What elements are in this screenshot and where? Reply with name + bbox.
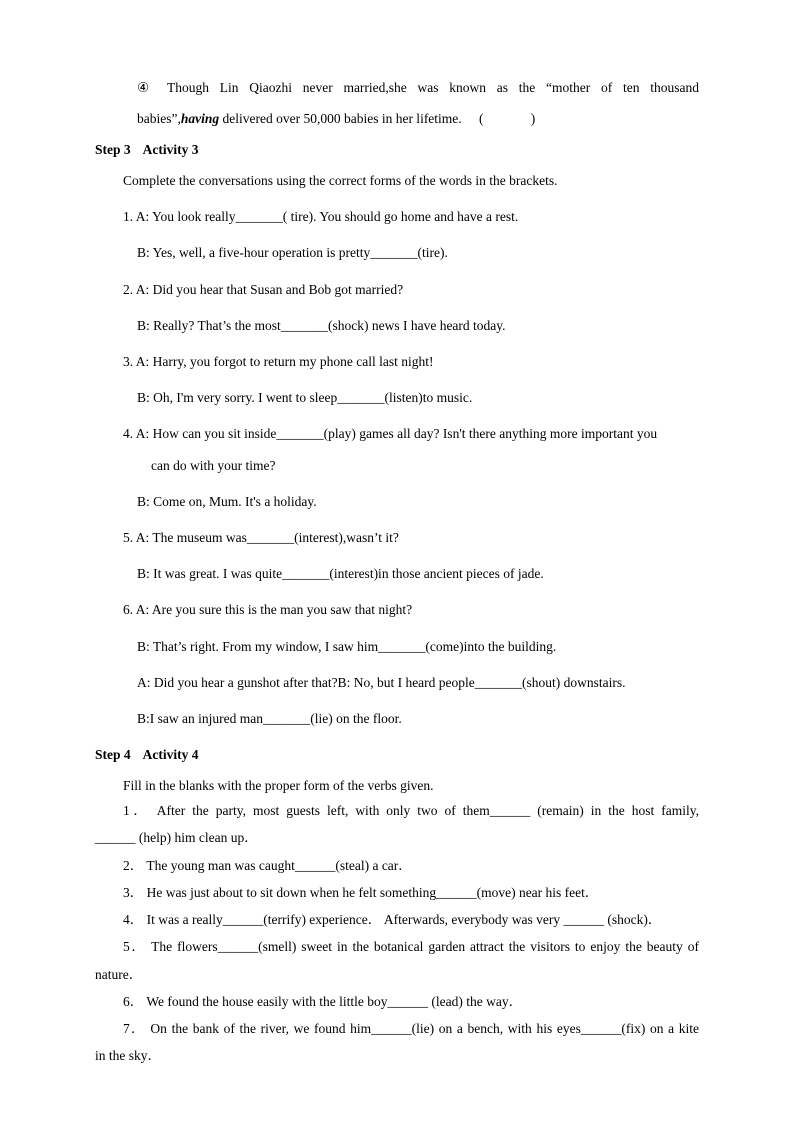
conversation-line: 4. A: How can you sit inside_______(play) games all day? Isn't there anything more important you: [123, 426, 658, 441]
conversation-line: B: Yes, well, a five-hour operation is pretty_______(tire).: [137, 245, 448, 260]
exercise-line: 6． We found the house easily with the little boy______ (lead) the way．: [123, 994, 523, 1009]
conversation-line: 3. A: Harry, you forgot to return my phone call last night!: [123, 354, 434, 369]
step3-activity: Activity 3: [142, 142, 199, 157]
conversation-line: A: Did you hear a gunshot after that?B: No, but I heard people_______(shout) downstairs.: [137, 675, 626, 690]
step3-heading: [95, 142, 199, 158]
conversation-line: B: It was great. I was quite_______(interest)in those ancient pieces of jade.: [137, 566, 544, 581]
step4-activity: Activity 4: [142, 747, 199, 762]
conversation-line: B:I saw an injured man_______(lie) on the floor.: [137, 711, 402, 726]
exercise-line: ______ (help) him clean up．: [95, 830, 258, 845]
conversation-line: B: Really? That’s the most_______(shock) news I have heard today.: [137, 318, 506, 333]
exercise-line: 5． The flowers______(smell) sweet in the botanical garden attract the visitors to enjoy the beauty of: [123, 939, 699, 954]
conversation-line: 5. A: The museum was_______(interest),wasn’t it?: [123, 530, 399, 545]
item-4-text-post: delivered over 50,000 babies in her lifetime.: [219, 111, 462, 126]
exercise-line: 1． After the party, most guests left, with only two of them______ (remain) in the host family,: [123, 803, 699, 818]
exercise-line: 4． It was a really______(terrify) experience． Afterwards, everybody was very ______ (shock)．: [123, 912, 662, 927]
item-4-text-pre: babies”,: [137, 111, 181, 126]
step3-instruction: Complete the conversations using the correct forms of the words in the brackets.: [123, 173, 558, 188]
exercise-line: nature．: [95, 967, 143, 982]
conversation-line: 6. A: Are you sure this is the man you saw that night?: [123, 602, 413, 617]
item-4-line-1: ④ Though Lin Qiaozhi never married,she was known as the “mother of ten thousand: [137, 80, 699, 95]
item-4-emphasis: having: [180, 111, 220, 126]
conversation-line: can do with your time?: [151, 458, 276, 473]
step4-heading: [95, 747, 199, 763]
exercise-line: in the sky．: [95, 1048, 161, 1063]
exercise-line: 3． He was just about to sit down when he felt something______(move) near his feet．: [123, 885, 599, 900]
conversation-line: B: Oh, I'm very sorry. I went to sleep_______(listen)to music.: [137, 390, 473, 405]
step4-label: Step 4: [95, 747, 131, 762]
conversation-line: 1. A: You look really_______( tire). You should go home and have a rest.: [123, 209, 519, 224]
conversation-line: B: That’s right. From my window, I saw him_______(come)into the building.: [137, 639, 557, 654]
item-4-line-2: [137, 111, 535, 127]
exercise-line: 7． On the bank of the river, we found him______(lie) on a bench, with his eyes______(fix) on a kite: [123, 1021, 699, 1036]
conversation-line: B: Come on, Mum. It's a holiday.: [137, 494, 317, 509]
step3-label: Step 3: [95, 142, 131, 157]
item-4-answer-paren: ( ): [479, 111, 536, 126]
exercise-line: 2． The young man was caught______(steal) a car．: [123, 858, 412, 873]
step4-instruction: Fill in the blanks with the proper form of the verbs given.: [123, 778, 434, 793]
conversation-line: 2. A: Did you hear that Susan and Bob got married?: [123, 282, 404, 297]
